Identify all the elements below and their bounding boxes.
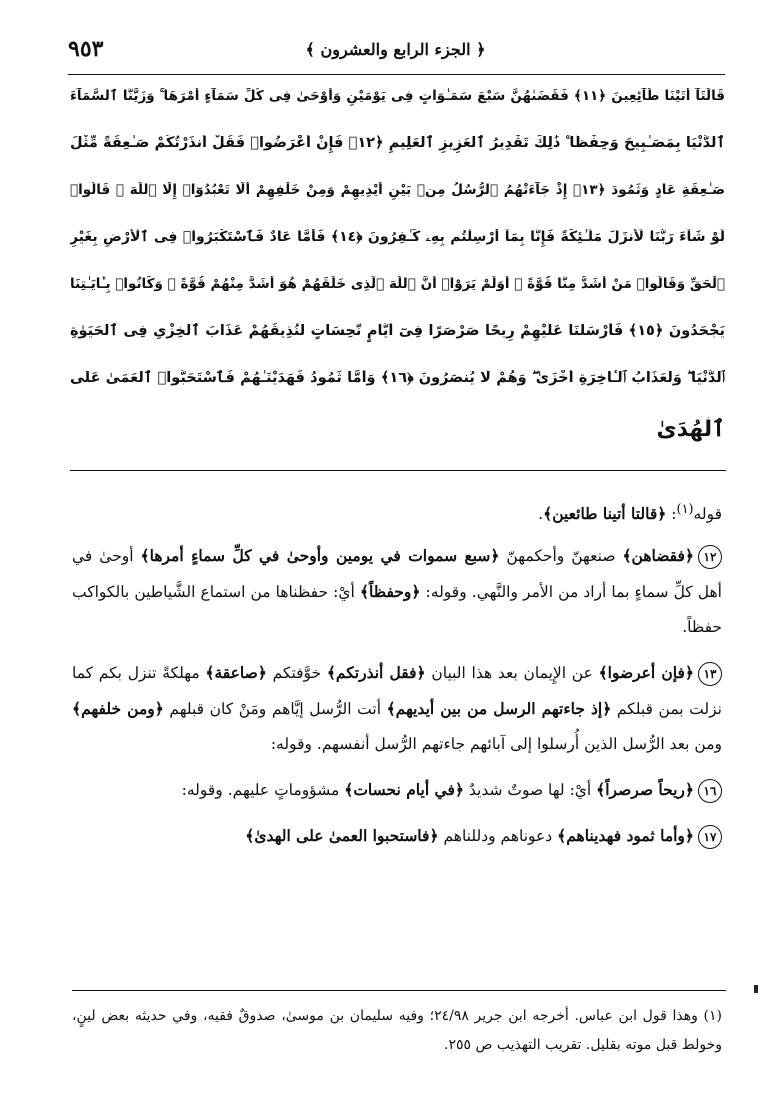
verse-number-badge: ١٢ [698, 545, 722, 569]
commentary-text: : [666, 505, 677, 524]
verse-number-badge: ١٦ [698, 779, 722, 803]
quoted-verse: ﴿فإن أعرضوا﴾ [598, 663, 695, 683]
commentary-section [72, 492, 722, 864]
quoted-verse: ﴿إذ جاءتهم الرسل من بين أيديهم﴾ [386, 699, 612, 719]
commentary-paragraph [72, 492, 722, 532]
quran-line: لَوْ شَآءَ رَبُّنَا لَأَنزَلَ مَلَـٰٓئِكَةً فَإِنَّا بِمَآ أُرْسِلْتُم بِهِۦ كَـٰفِرُونَ ﴿١٤﴾ فَأَمَّا عَادٌ فَٱسْتَكْبَرُوا۟ فِى ٱلْأَرْضِ بِغَيْرِ [70, 229, 725, 245]
commentary-text: مشؤوماتٍ عليهم. وقوله: [181, 781, 345, 800]
commentary-text: أوحىٰ في أهل كلِّ سماءٍ بما أراد من الأمر والنَّهي. وقوله: [72, 547, 722, 602]
commentary-paragraph [72, 818, 722, 854]
running-title: ﴿ الجزء الرابع والعشرون ﴾ [305, 40, 486, 59]
verse-number-badge: ١٧ [698, 825, 722, 849]
quran-text-block [70, 88, 725, 468]
footnote: (١) وهذا قول ابن عباس. أخرجه ابن جرير ٢٤/٩٨؛ وفيه سليمان بن موسىٰ، صدوقٌ فقيه، وفي حديثه بعض لينٍ، وخولط قبل موته بقليل. تقريب التهذيب ص ٢٥٥. [72, 1008, 723, 1053]
commentary-text: عن الإِيمان بعد هذا البيان [425, 664, 599, 683]
commentary-text: . [538, 505, 544, 524]
footnote-ref: (١) [676, 502, 694, 517]
margin-mark [754, 985, 758, 993]
quoted-verse: ﴿وحفظاً﴾ [359, 582, 421, 602]
page-number: ٩٥٣ [68, 36, 104, 62]
quoted-verse: ﴿وأما ثمود فهديناهم﴾ [557, 826, 694, 846]
footnote-rule [72, 990, 726, 991]
commentary-text: صنعهنّ وأحكمهنّ [499, 547, 623, 566]
commentary-text: قوله [693, 505, 722, 524]
header-rule [68, 74, 725, 75]
commentary-paragraph [72, 655, 722, 762]
quoted-verse: ﴿قالتا أتينا طائعين﴾ [543, 504, 667, 524]
commentary-paragraph [72, 772, 722, 808]
commentary-text: أيْ: حفظناها من استماع الشَّياطين بالكواكب حفظاً. [72, 583, 722, 637]
commentary-paragraph [72, 538, 722, 645]
quoted-verse: ﴿ريحاً صرصراً﴾ [596, 780, 694, 800]
quoted-verse: ﴿ومن خلفهم﴾ [72, 699, 164, 719]
quran-line: ٱلدُّنْيَا ۖ وَلَعَذَابُ ٱلْـَٔاخِرَةِ أَخْزَىٰ ۖ وَهُمْ لَا يُنصَرُونَ ﴿١٦﴾ وَأَمَّا ثَمُودُ فَهَدَيْنَـٰهُمْ فَٱسْتَحَبُّوا۟ ٱلْعَمَىٰ عَلَى [70, 370, 725, 386]
commentary-text: دعوناهم ودللناهم [438, 827, 558, 846]
verse-number-badge: ١٣ [698, 662, 722, 686]
commentary-text: ومن بعد الرُّسل الذين أُرسلوا إلى آبائهم جاءتهم الرُّسل أنفسهم. وقوله: [270, 735, 722, 754]
quran-line: ٱلْهُدَىٰ [656, 417, 725, 442]
commentary-text: مهلكةً تنزل بكم كما نزلت بمن قبلكم [72, 664, 722, 719]
quran-line: يَجْحَدُونَ ﴿١٥﴾ فَأَرْسَلْنَا عَلَيْهِمْ رِيحًا صَرْصَرًا فِىٓ أَيَّامٍ نَّحِسَاتٍ لِّنُذِيقَهُمْ عَذَابَ ٱلْخِزْىِ فِى ٱلْحَيَوٰةِ [70, 323, 725, 339]
commentary-text: أتت الرُّسل إيَّاهم ومَنْ كان قبلهم [163, 700, 387, 719]
commentary-text: خوَّفتكم [266, 664, 327, 683]
quoted-verse: ﴿في أيام نحسات﴾ [344, 780, 464, 800]
quoted-verse: ﴿فقل أنذرتكم﴾ [326, 663, 426, 683]
commentary-text: أيْ: لها صوتٌ شديدٌ [463, 781, 597, 800]
quran-line: ٱلْحَقِّ وَقَالُوا۟ مَنْ أَشَدُّ مِنَّا قُوَّةً ۖ أَوَلَمْ يَرَوْا۟ أَنَّ ٱللَّهَ ٱلَّذِى خَلَقَهُمْ هُوَ أَشَدُّ مِنْهُمْ قُوَّةً ۖ وَكَانُوا۟ بِـَٔايَـٰتِنَا [70, 276, 725, 292]
page-header [68, 30, 723, 70]
quoted-verse: ﴿سبع سموات في يومين وأوحىٰ في كلِّ سماءٍ أمرها﴾ [140, 546, 500, 566]
section-divider [70, 470, 726, 471]
quran-line: قَالَتَآ أَتَيْنَا طَآئِعِينَ ﴿١١﴾ فَقَضَىٰهُنَّ سَبْعَ سَمَـٰوَاتٍ فِى يَوْمَيْنِ وَأَوْحَىٰ فِى كُلِّ سَمَآءٍ أَمْرَهَا ۚ وَزَيَّنَّا ٱلسَّمَآءَ [70, 88, 725, 104]
quoted-verse: ﴿فاستحبوا العمىٰ على الهدىٰ﴾ [245, 826, 439, 846]
quran-line: ٱلدُّنْيَا بِمَصَـٰبِيحَ وَحِفْظًا ۚ ذَٰلِكَ تَقْدِيرُ ٱلْعَزِيزِ ٱلْعَلِيمِ ﴿١٢﴾ فَإِنْ أَعْرَضُوا۟ فَقُلْ أَنذَرْتُكُمْ صَـٰعِقَةً مِّثْلَ [70, 135, 725, 151]
quoted-verse: ﴿فقضاهن﴾ [622, 546, 694, 566]
quran-line: صَـٰعِقَةِ عَادٍ وَثَمُودَ ﴿١٣﴾ إِذْ جَآءَتْهُمُ ٱلرُّسُلُ مِنۢ بَيْنِ أَيْدِيهِمْ وَمِنْ خَلْفِهِمْ أَلَّا تَعْبُدُوٓا۟ إِلَّا ٱللَّهَ ۖ قَالُوا۟ [70, 182, 725, 198]
quoted-verse: ﴿صاعقة﴾ [205, 663, 267, 683]
